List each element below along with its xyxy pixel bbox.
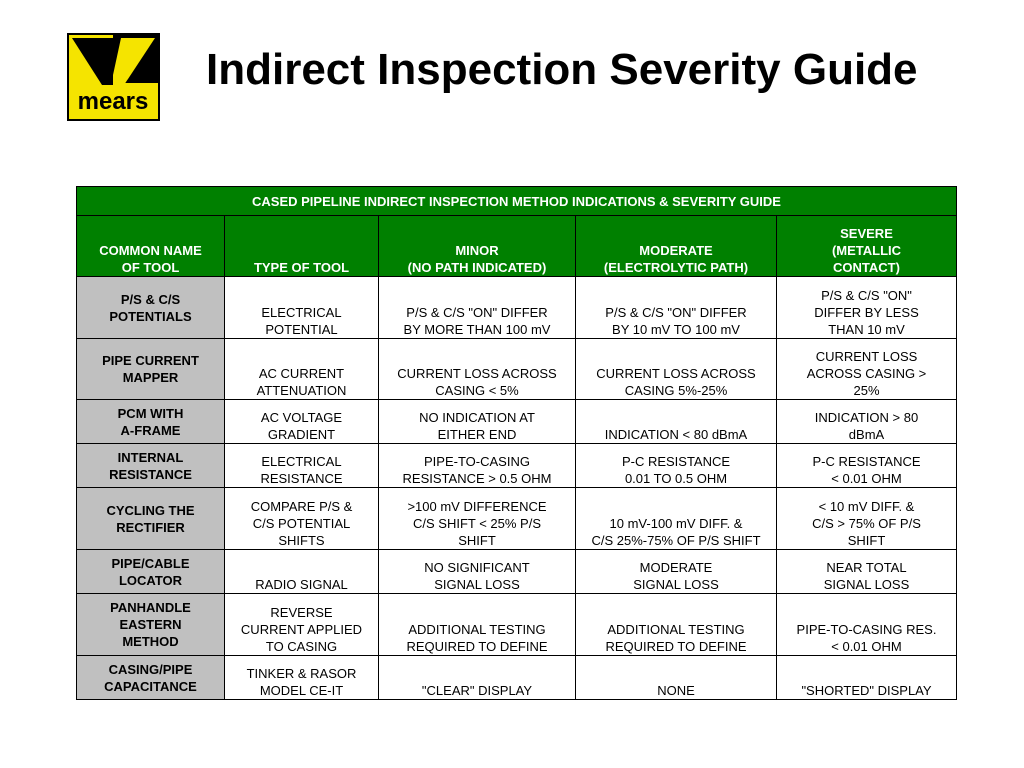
tool-name-cell: CYCLING THE RECTIFIER [77,488,225,550]
header-severe: SEVERE (METALLIC CONTACT) [777,216,957,277]
minor-cell: "CLEAR" DISPLAY [379,656,576,700]
mears-logo [67,33,160,121]
severe-cell: CURRENT LOSS ACROSS CASING > 25% [777,339,957,400]
minor-cell: ADDITIONAL TESTING REQUIRED TO DEFINE [379,594,576,656]
tool-name-cell: PANHANDLE EASTERN METHOD [77,594,225,656]
minor-cell: P/S & C/S "ON" DIFFER BY MORE THAN 100 mV [379,277,576,339]
moderate-cell: P/S & C/S "ON" DIFFER BY 10 mV TO 100 mV [576,277,777,339]
minor-cell: PIPE-TO-CASING RESISTANCE > 0.5 OHM [379,444,576,488]
minor-cell: CURRENT LOSS ACROSS CASING < 5% [379,339,576,400]
moderate-cell: NONE [576,656,777,700]
moderate-cell: MODERATE SIGNAL LOSS [576,550,777,594]
tool-type-cell: AC CURRENT ATTENUATION [225,339,379,400]
minor-cell: NO INDICATION AT EITHER END [379,400,576,444]
severe-cell: NEAR TOTAL SIGNAL LOSS [777,550,957,594]
table-row [77,550,957,594]
header-minor: MINOR (NO PATH INDICATED) [379,216,576,277]
moderate-cell: INDICATION < 80 dBmA [576,400,777,444]
tool-name-cell: CASING/PIPE CAPACITANCE [77,656,225,700]
minor-cell: >100 mV DIFFERENCE C/S SHIFT < 25% P/S SHIFT [379,488,576,550]
moderate-cell: ADDITIONAL TESTING REQUIRED TO DEFINE [576,594,777,656]
logo-text: mears [77,88,149,115]
tool-type-cell: TINKER & RASOR MODEL CE-IT [225,656,379,700]
moderate-cell: CURRENT LOSS ACROSS CASING 5%-25% [576,339,777,400]
tool-type-cell: AC VOLTAGE GRADIENT [225,400,379,444]
page-title: Indirect Inspection Severity Guide [206,45,918,94]
severe-cell: INDICATION > 80 dBmA [777,400,957,444]
severe-cell: "SHORTED" DISPLAY [777,656,957,700]
table-row [77,277,957,339]
table-row [77,488,957,550]
tool-name-cell: P/S & C/S POTENTIALS [77,277,225,339]
header-common-name: COMMON NAME OF TOOL [77,216,225,277]
tool-type-cell: ELECTRICAL POTENTIAL [225,277,379,339]
severe-cell: P-C RESISTANCE < 0.01 OHM [777,444,957,488]
header-type-of-tool: TYPE OF TOOL [225,216,379,277]
severe-cell: < 10 mV DIFF. & C/S > 75% OF P/S SHIFT [777,488,957,550]
tool-name-cell: PCM WITH A-FRAME [77,400,225,444]
tool-name-cell: PIPE CURRENT MAPPER [77,339,225,400]
tool-type-cell: REVERSE CURRENT APPLIED TO CASING [225,594,379,656]
severity-guide-table [76,186,957,700]
moderate-cell: 10 mV-100 mV DIFF. & C/S 25%-75% OF P/S SHIFT [576,488,777,550]
minor-cell: NO SIGNIFICANT SIGNAL LOSS [379,550,576,594]
table-caption: CASED PIPELINE INDIRECT INSPECTION METHOD INDICATIONS & SEVERITY GUIDE [77,187,957,216]
table-row [77,444,957,488]
tool-type-cell: RADIO SIGNAL [225,550,379,594]
table-row [77,594,957,656]
moderate-cell: P-C RESISTANCE 0.01 TO 0.5 OHM [576,444,777,488]
severe-cell: PIPE-TO-CASING RES. < 0.01 OHM [777,594,957,656]
table-row [77,656,957,700]
tool-type-cell: COMPARE P/S & C/S POTENTIAL SHIFTS [225,488,379,550]
table-row [77,400,957,444]
tool-name-cell: INTERNAL RESISTANCE [77,444,225,488]
table-row [77,339,957,400]
tool-type-cell: ELECTRICAL RESISTANCE [225,444,379,488]
severe-cell: P/S & C/S "ON" DIFFER BY LESS THAN 10 mV [777,277,957,339]
header-moderate: MODERATE (ELECTROLYTIC PATH) [576,216,777,277]
tool-name-cell: PIPE/CABLE LOCATOR [77,550,225,594]
